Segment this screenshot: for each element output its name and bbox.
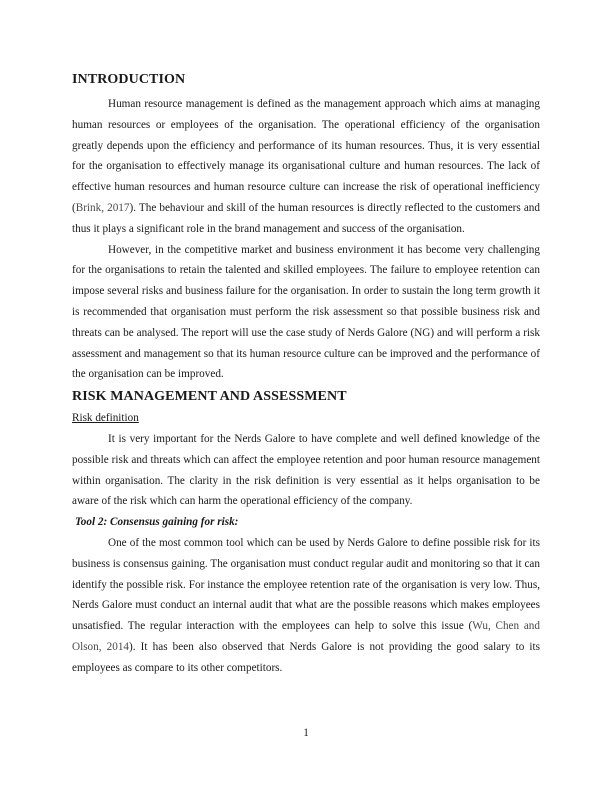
risk-p2-text-a: One of the most common tool which can be used by Nerds Galore to define possible risk for its business is consensus gaining. The organisation must conduct regular audit and monitoring so that it can identify the possible risk. For instance the employee retention rate of the organisation is very low. Thus, Nerds Galore must conduct an internal audit that what are the possible reasons which makes employees unsatisfied. The regular interaction with the employees can help to solve this issue ( xyxy=(72,536,540,633)
risk-management-heading: RISK MANAGEMENT AND ASSESSMENT xyxy=(72,389,347,405)
intro-p1-text-b: ). The behaviour and skill of the human resources is directly reflected to the customers and thus it plays a significant role in the brand management and success of the organisation. xyxy=(72,201,540,235)
citation-brink: Brink, 2017 xyxy=(75,201,130,214)
tool-2-heading: Tool 2: Consensus gaining for risk: xyxy=(75,516,239,529)
intro-paragraph-2: However, in the competitive market and business environment it has become very challenging for the organisations to retain the talented and skilled employees. The failure to employee retention can impose several risks and business failure for the organisation. In order to sustain the long term growth it is recommended that organisation must perform the risk assessment so that possible business risk and threats can be analysed. The report will use the case study of Nerds Galore (NG) and will perform a risk assessment and management so that its human resource culture can be improved and the performance of the organisation can be improved. xyxy=(72,243,540,381)
risk-definition-subheading: Risk definition xyxy=(72,412,139,425)
citation-wu-chen-olson: Wu, Chen and Olson, 2014 xyxy=(72,620,540,653)
risk-paragraph-2 xyxy=(72,533,540,679)
risk-p2-text-b: ). It has been also observed that Nerds Galore is not providing the good salary to its employees as compare to its other competitors. xyxy=(72,640,541,674)
risk-paragraph-1: It is very important for the Nerds Galore to have complete and well defined knowledge of the possible risk and threats which can affect the employee retention and poor human resource management within organisation. The clarity in the risk definition is very essential as it helps organisation to be aware of the risk which can harm the operational efficiency of the company. xyxy=(72,432,540,508)
intro-p1-text-a: Human resource management is defined as the management approach which aims at managing human resources or employees of the organisation. The operational efficiency of the organisation greatly depends upon the efficiency and performance of its human resources. Thus, it is very essential for the organisation to effectively manage its organisational culture and human resources. The lack of effective human resources and human resource culture can increase the risk of operational inefficiency ( xyxy=(72,98,540,214)
intro-paragraph-1 xyxy=(72,94,540,240)
introduction-heading: INTRODUCTION xyxy=(72,72,186,87)
page-body xyxy=(72,71,540,679)
page-number: 1 xyxy=(303,727,309,739)
